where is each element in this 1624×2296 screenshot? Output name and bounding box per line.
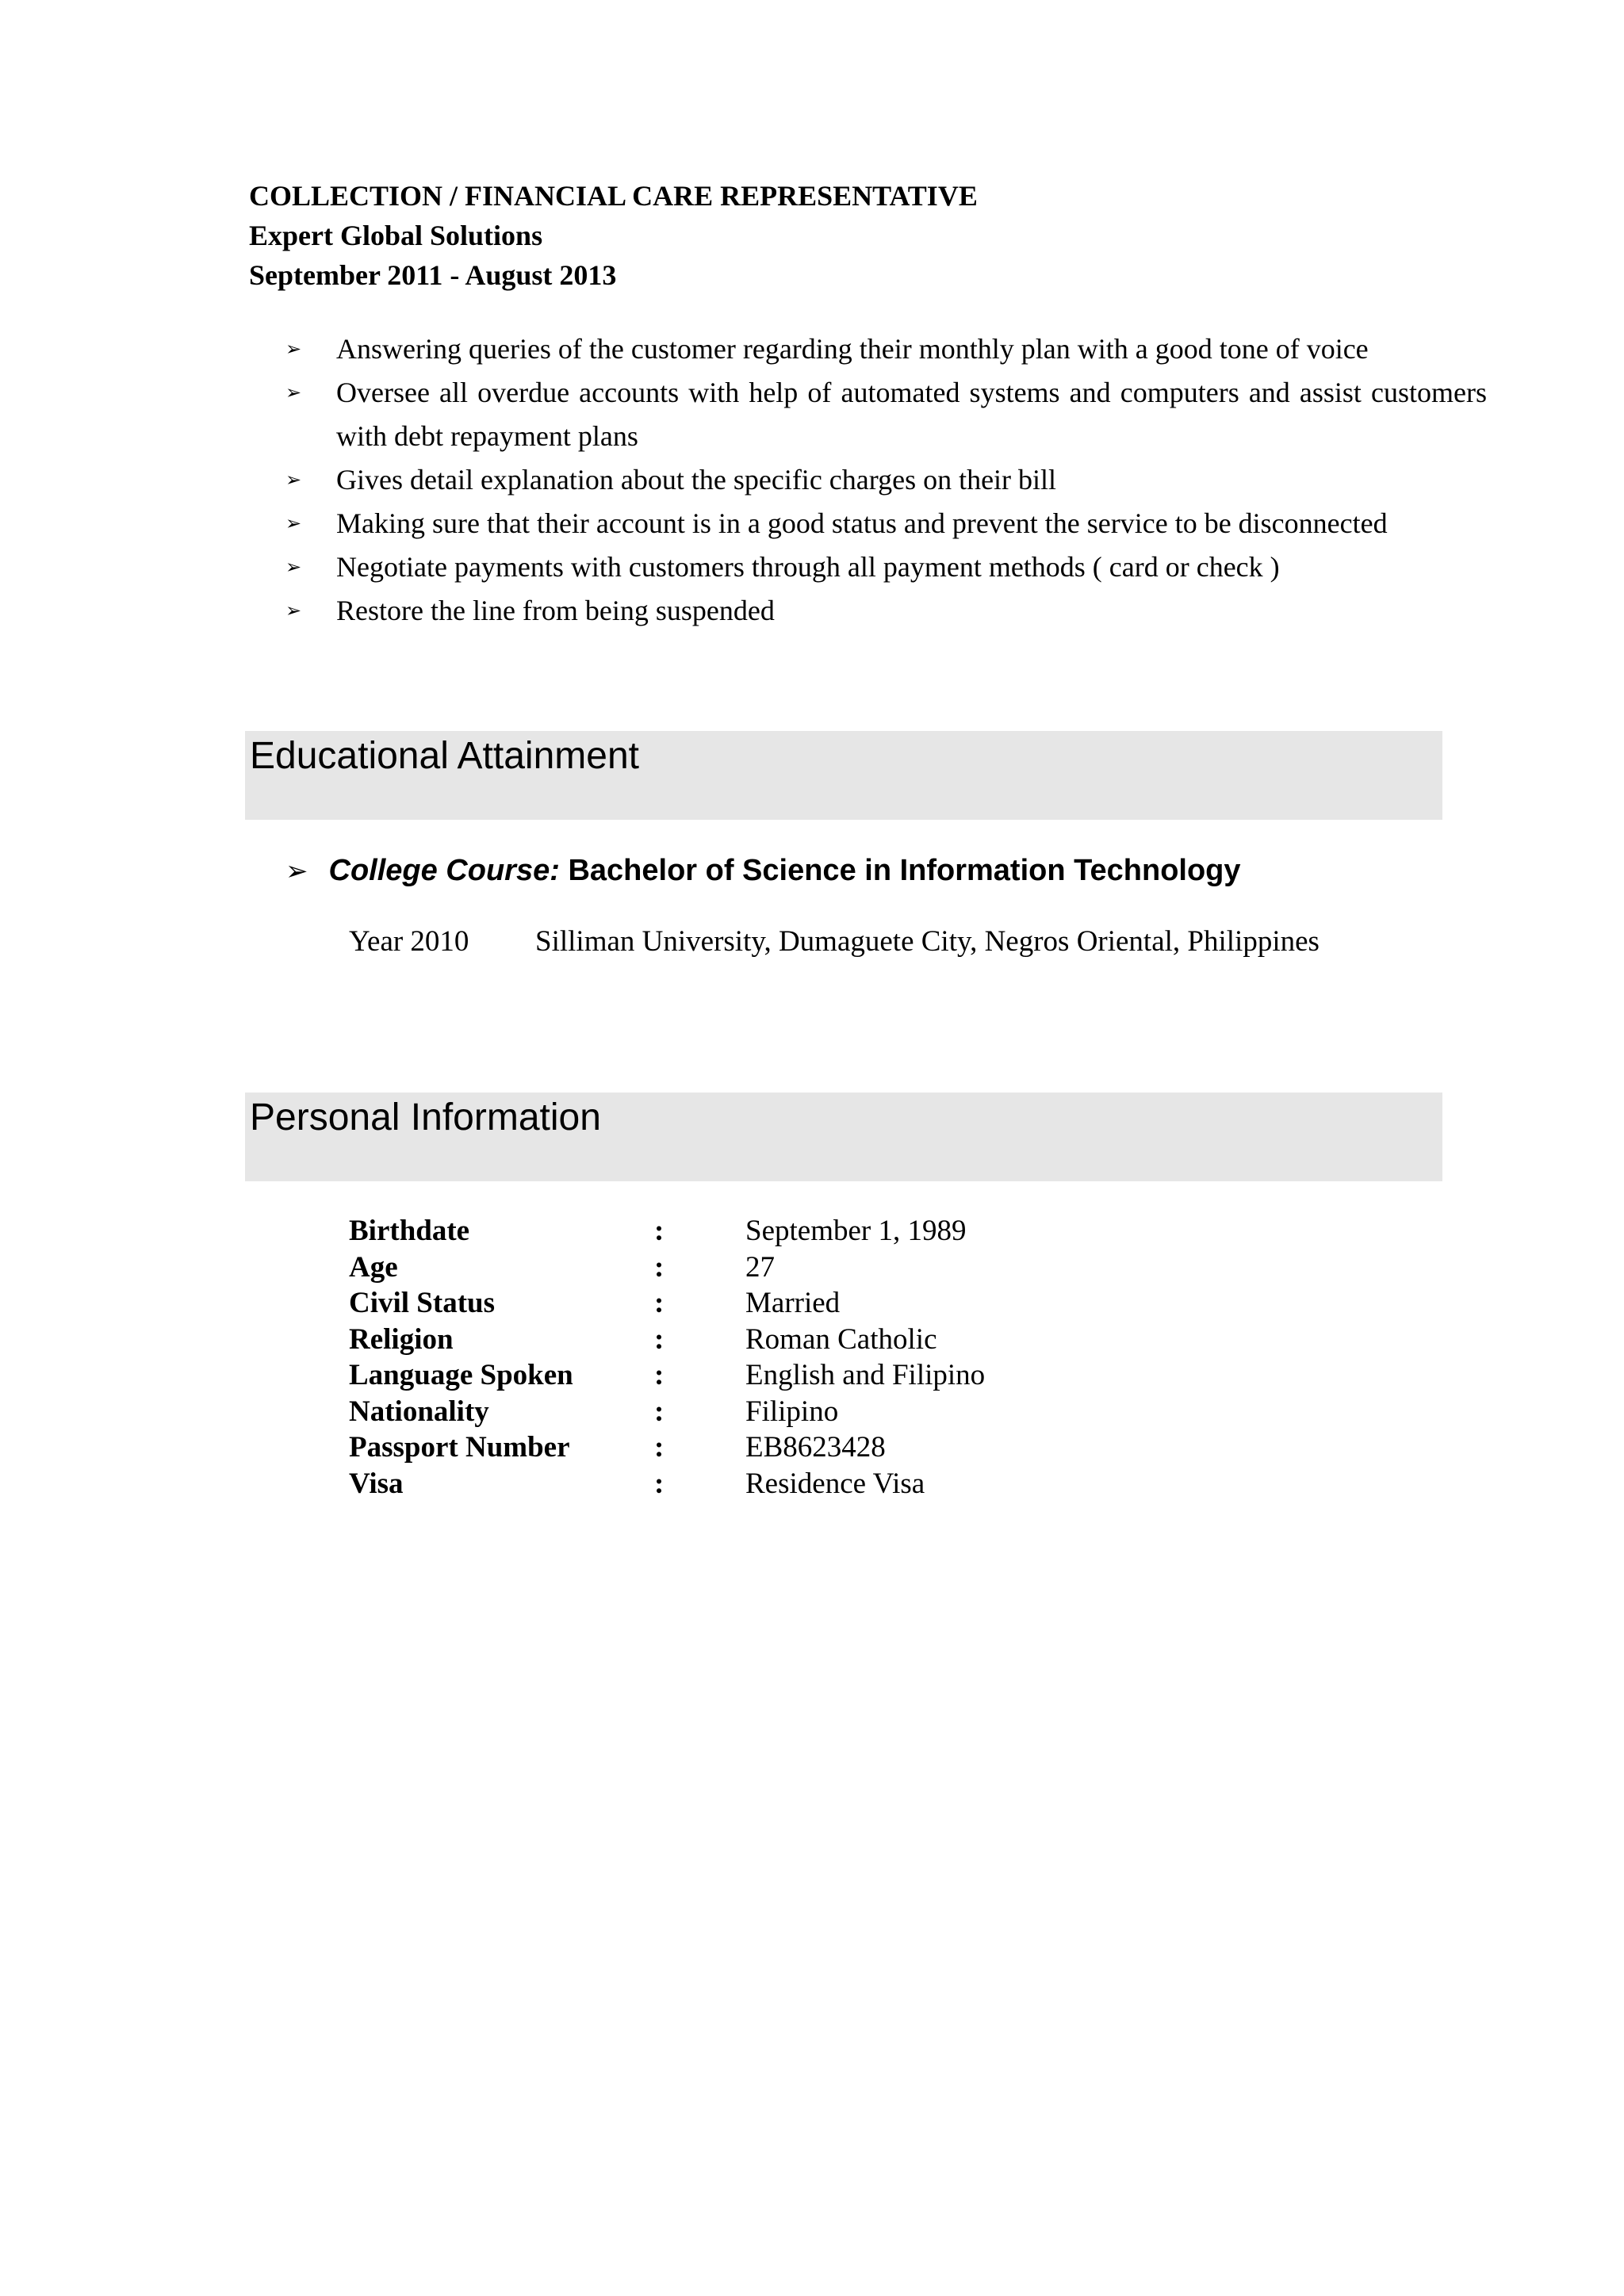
arrowhead-bullet-icon: ➢ — [285, 512, 302, 534]
job-company: Expert Global Solutions — [249, 220, 543, 251]
duty-item: ➢ Oversee all overdue accounts with help of automated systems and computers and assist customers with debt repayment plans — [285, 371, 1487, 458]
personal-separator: : — [654, 1395, 665, 1428]
personal-value: Residence Visa — [745, 1467, 925, 1500]
personal-row — [349, 1322, 1300, 1358]
personal-separator: : — [654, 1431, 665, 1464]
personal-value: Roman Catholic — [745, 1322, 937, 1356]
job-header — [249, 176, 1518, 295]
personal-separator: : — [654, 1359, 665, 1391]
education-heading: Educational Attainment — [250, 735, 639, 777]
personal-separator: : — [654, 1287, 665, 1319]
personal-separator: : — [654, 1250, 665, 1284]
duty-item: ➢ Gives detail explanation about the specific charges on their bill — [285, 458, 1487, 502]
education-year: Year 2010 — [349, 925, 469, 958]
personal-separator: : — [654, 1467, 665, 1500]
personal-value: Married — [745, 1287, 841, 1319]
personal-label: Religion — [349, 1322, 454, 1356]
personal-value: September 1, 1989 — [745, 1215, 967, 1247]
personal-row — [349, 1249, 1300, 1286]
personal-row — [349, 1394, 1300, 1430]
personal-row — [349, 1213, 1300, 1249]
duty-item: ➢ Answering queries of the customer regarding their monthly plan with a good tone of voice — [285, 327, 1487, 371]
personal-row — [349, 1357, 1300, 1394]
arrowhead-bullet-icon: ➢ — [285, 381, 302, 404]
job-position: COLLECTION / FINANCIAL CARE REPRESENTATIVE — [249, 180, 978, 212]
personal-value: English and Filipino — [745, 1359, 986, 1391]
education-school: Silliman University, Dumaguete City, Negros Oriental, Philippines — [535, 925, 1320, 958]
personal-value: Filipino — [745, 1395, 839, 1428]
personal-section-band — [245, 1093, 1442, 1181]
personal-separator: : — [654, 1322, 665, 1356]
personal-row — [349, 1285, 1300, 1322]
personal-label: Civil Status — [349, 1287, 496, 1319]
duties-list — [285, 327, 1487, 633]
personal-value: EB8623428 — [745, 1431, 886, 1464]
arrowhead-bullet-icon: ➢ — [285, 556, 302, 578]
personal-label: Nationality — [349, 1395, 489, 1428]
personal-label: Visa — [349, 1467, 404, 1500]
personal-row — [349, 1466, 1300, 1502]
personal-value: 27 — [745, 1250, 775, 1284]
course-name: Bachelor of Science in Information Technology — [568, 854, 1241, 887]
arrowhead-bullet-icon: ➢ — [285, 469, 302, 491]
education-course-line — [285, 848, 1241, 894]
personal-label: Passport Number — [349, 1431, 570, 1464]
arrowhead-bullet-icon: ➢ — [285, 338, 302, 360]
personal-label: Birthdate — [349, 1215, 470, 1247]
education-section-band — [245, 731, 1442, 820]
job-dates: September 2011 - August 2013 — [249, 259, 617, 291]
personal-info-table — [349, 1213, 1300, 1502]
arrowhead-bullet-icon: ➢ — [285, 855, 308, 887]
duty-item: ➢ Negotiate payments with customers through all payment methods ( card or check ) — [285, 545, 1487, 589]
arrowhead-bullet-icon: ➢ — [285, 599, 302, 622]
personal-label: Age — [349, 1250, 398, 1284]
duty-item: ➢ Restore the line from being suspended — [285, 589, 1487, 633]
personal-row — [349, 1429, 1300, 1466]
course-label: College Course: — [328, 854, 560, 887]
duty-item: ➢ Making sure that their account is in a good status and prevent the service to be disconnected — [285, 502, 1487, 545]
personal-label: Language Spoken — [349, 1359, 573, 1391]
personal-separator: : — [654, 1215, 665, 1247]
personal-heading: Personal Information — [250, 1096, 601, 1138]
